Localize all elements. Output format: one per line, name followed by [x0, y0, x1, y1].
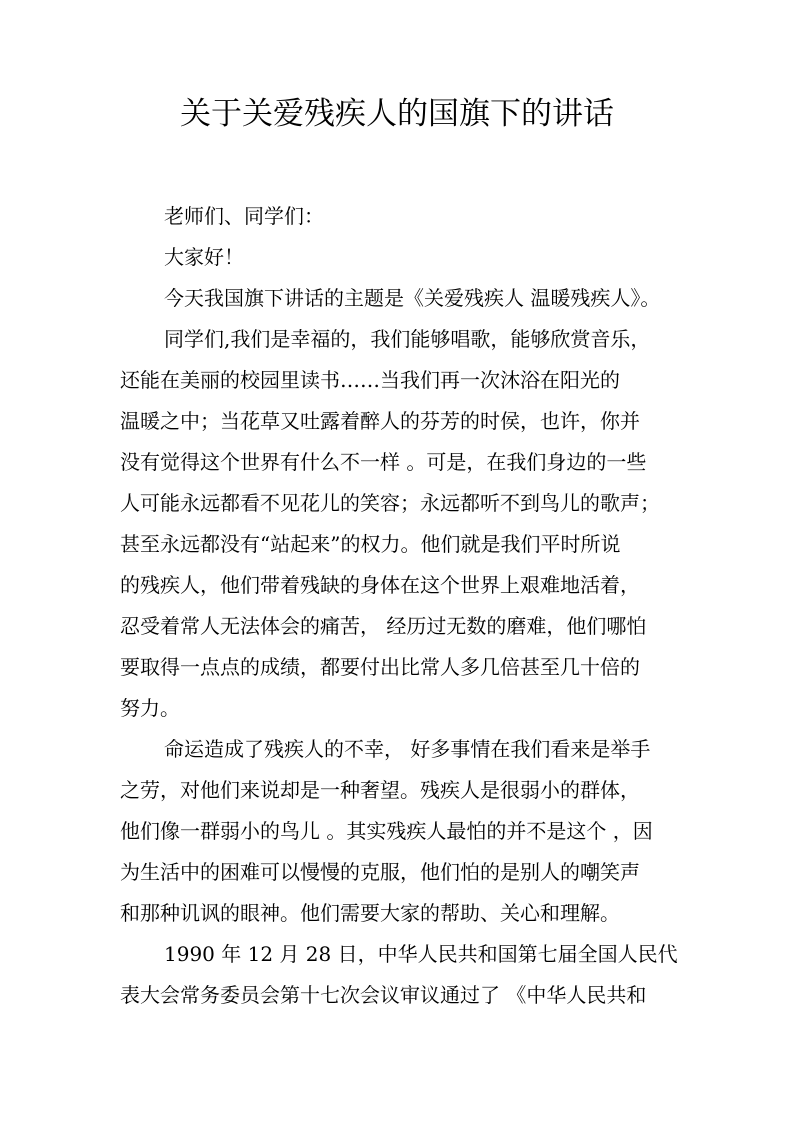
body-line: 人可能永远都看不见花儿的笑容；永远都听不到鸟儿的歌声； — [120, 491, 660, 515]
body-line: 甚至永远都没有“站起来”的权力。他们就是我们平时所说 — [120, 532, 621, 556]
body-line: 和那种讥讽的眼神。他们需要大家的帮助、关心和理解。 — [120, 901, 620, 925]
body-line: 今天我国旗下讲话的主题是《关爱残疾人 温暖残疾人》。 — [164, 286, 661, 310]
body-line: 还能在美丽的校园里读书……当我们再一次沐浴在阳光的 — [120, 368, 620, 392]
body-line: 同学们,我们是幸福的，我们能够唱歌，能够欣赏音乐， — [164, 327, 651, 351]
body-line: 没有觉得这个世界有什么不一样 。可是，在我们身边的一些 — [120, 450, 647, 474]
body-line: 温暖之中；当花草又吐露着醉人的芬芳的时侯，也许，你并 — [120, 409, 640, 433]
body-line: 之劳，对他们来说却是一种奢望。残疾人是很弱小的群体， — [120, 778, 640, 802]
body-line: 要取得一点点的成绩，都要付出比常人多几倍甚至几十倍的 — [120, 655, 640, 679]
body-line: 忍受着常人无法体会的痛苦， 经历过无数的磨难，他们哪怕 — [120, 614, 647, 638]
body-line: 的残疾人，他们带着残缺的身体在这个世界上艰难地活着， — [120, 573, 640, 597]
body-line: 表大会常务委员会第十七次会议审议通过了 《中华人民共和 — [120, 983, 647, 1007]
document-title: 关于关爱残疾人的国旗下的讲话 — [180, 96, 614, 132]
body-line: 为生活中的困难可以慢慢的克服，他们怕的是别人的嘲笑声 — [120, 860, 640, 884]
body-line: 1990 年 12 月 28 日，中华人民共和国第七届全国人民代 — [164, 942, 678, 966]
document-body — [120, 196, 700, 1016]
body-line: 命运造成了残疾人的不幸， 好多事情在我们看来是举手 — [164, 737, 651, 761]
body-line: 他们像一群弱小的鸟儿 。其实残疾人最怕的并不是这个 ，因 — [120, 819, 653, 843]
body-line: 努力。 — [120, 696, 180, 720]
body-line: 大家好！ — [164, 245, 244, 269]
body-line: 老师们、同学们： — [164, 204, 324, 228]
